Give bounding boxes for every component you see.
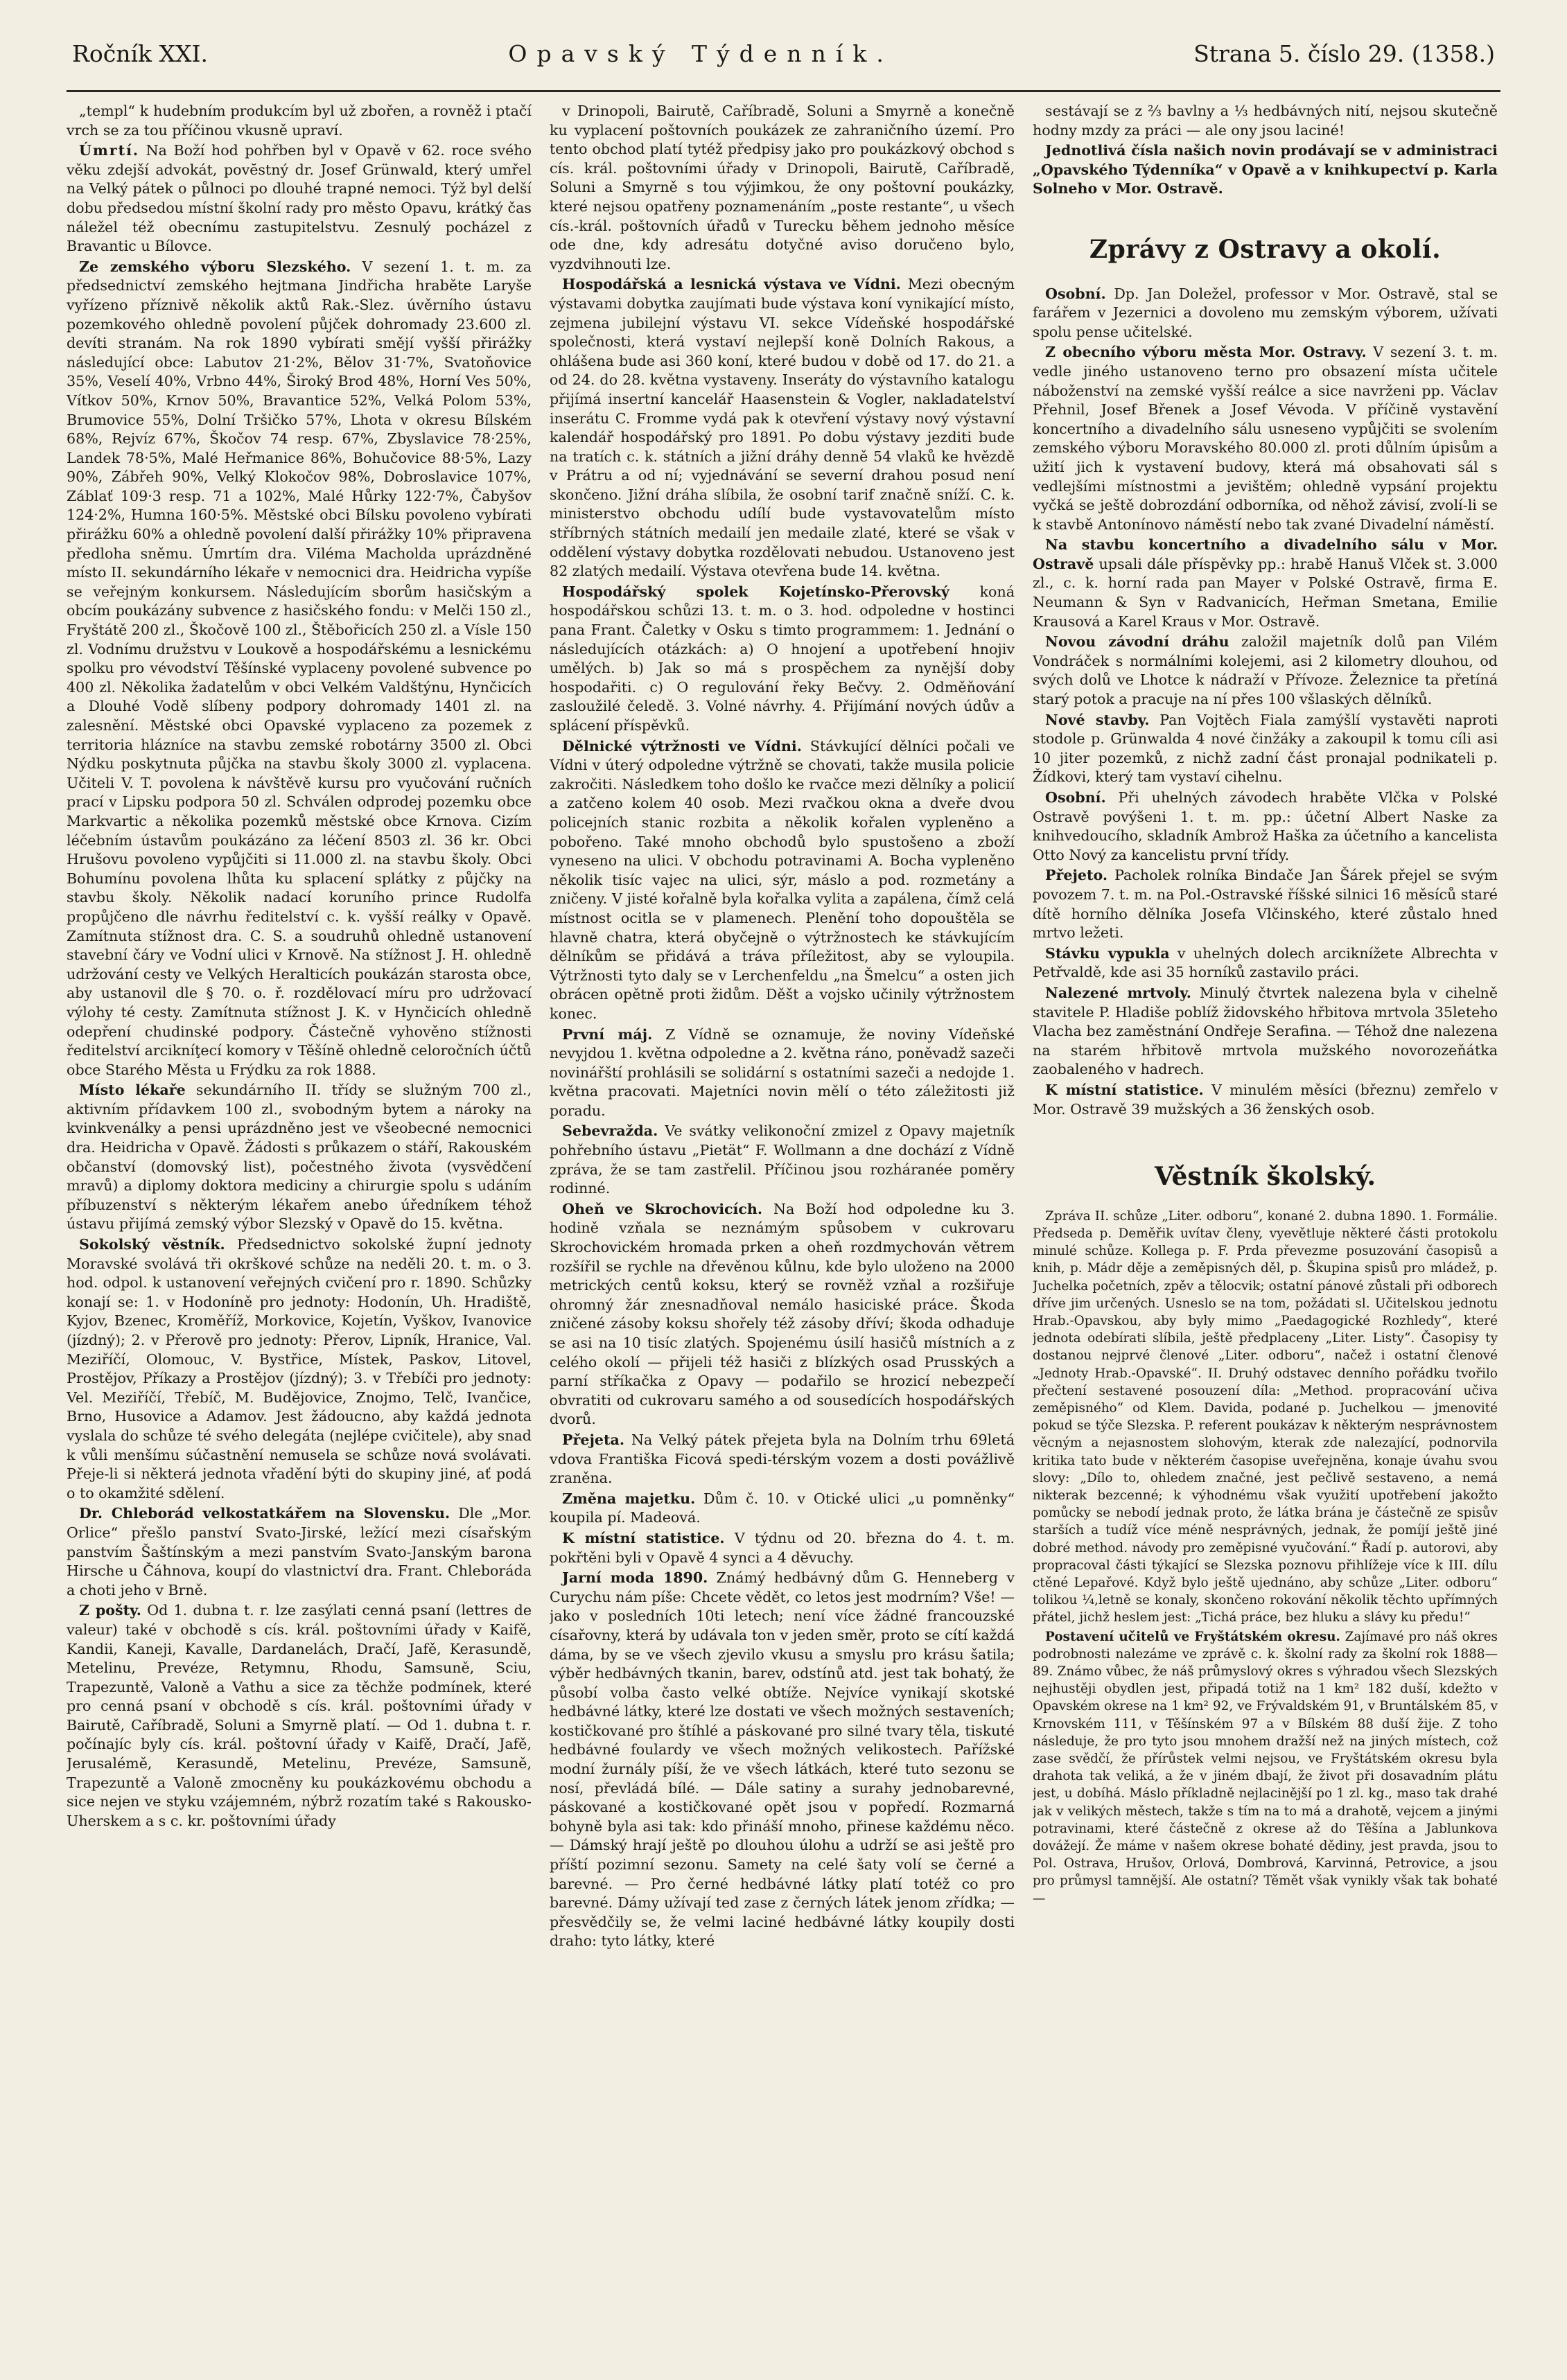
article-heading: Sokolský věstník. — [79, 1236, 225, 1253]
article-text: Minulý čtvrtek nalezena byla v cihelně stavitele P. Hladiše poblíž židovského hřbitova mrtvola 35leteho Vlacha bez zaměstnání Ondřeje Serafina. — Téhož dne nalezena na starém hřbitově mrtvola mužského novorozeňátka zaobaleného v hadrech. — [1033, 984, 1498, 1078]
article-paragraph — [1033, 1081, 1498, 1119]
article-paragraph — [1033, 711, 1498, 787]
article-text: Na Boží hod pohřben byl v Opavě v 62. roce svého věku zdejší advokát, povĕstný dr. Josef Grünwald, který umřel na Velký pátek o půlnoci po dlouhé trapné nemoci. Týž byl delší dobu předsedou místní školní rady pro město Opavu, krátký čas náležel též obecnímu zastupitelstvu. Zesnulý pocházel z Bravantic u Bílovce. — [67, 142, 532, 255]
article-paragraph — [67, 1081, 532, 1234]
article-paragraph — [1033, 944, 1498, 982]
article-paragraph — [550, 1025, 1015, 1121]
article-paragraph: sestávají se z ⅔ bavlny a ⅓ hedbávných nití, nejsou skutečně hodny mzdy za práci — ale ony jsou laciné! — [1033, 103, 1498, 139]
article-text: sekundárního II. třídy se služným 700 zl., aktivním přídavkem 100 zl., svobodným bytem a nároky na kvinkvenálky a pensi uprázdněno jest ve všeobecné nemocnici dra. Heidricha v Opavě. Žádosti s průkazem o stáří, Rakouském občanství (domovský list), počestného života (vysvědčení mravů) a diplomy doktora mediciny a chirurgie spolu s udáním příbuzenství s některým lékařem anebo úředníkem téhož ústavu přijímá zemský výbor Slezský v Opavě do 15. května. — [67, 1082, 532, 1233]
article-text: Mezi obecným výstavami dobytka zaujímati bude výstava koní vynikající místo, zejmena jubilejní výstavu VI. sekce Vídeňské hospodářské společnosti, která vystaví nejlepší koně Dolních Rakous, a ohlášena bude asi 360 koní, které budou v době od 17. do 21. a od 24. do 28. května vystaveny. Inseráty do výstavního katalogu přijímá insertní kancelář Haasenstein & Vogler, nakladatelství inserátu C. Fromme vydá pak k otevření výstavy nový výstavní kalendář hospodářský pro 1891. Po dobu výstavy jezditi bude na tratích c. k. státních a jižní dráhy denně 54 vlaků ke hvězdě v Prátru a od ní; vyjednávání se severní drahou posud není skončeno. Jižní dráha slíbila, že osobní tarif značně sníží. C. k. ministerstvo obchodu udílí bude vystavovatelům místo stříbrných státních medailí jen medaile zlaté, které se však v oddělení výstavy dobytka rozdělovati nebudou. Ustanoveno jest 82 zlatých medailí. Výstava otevřena bude 14. května. — [550, 276, 1015, 580]
article-text: Při uhelných závodech hraběte Vlčka v Polské Ostravě povýšeni 1. t. m. pp.: účetní Albert Naske za knihvedoucího, skladník Ambrož Haška za účetního a kancelista Otto Nový za kancelistu první třídy. — [1033, 789, 1498, 863]
article-paragraph: v Drinopoli, Bairutě, Caříbradě, Soluni a Smyrně a konečně ku vyplacení poštovních poukázek ze zahraničního území. Pro tento obchod platí tytéž předpisy jako pro poukázkový obchod s cís. král. poštovními úřady v Drinopoli, Bairutě, Caříbradě, Soluni a Smyrně s tou výjimkou, že ony poštovní poukázky, které nejsou opatřeny poznamenáním „poste restante“, u všech cís.-král. poštovních úřadů v Turecku během jednoho měsíce ode dne, kdy adresátu dotyčné aviso doručeno bylo, vyzdvihnouti lze. — [550, 103, 1015, 272]
article-paragraph — [1033, 285, 1498, 342]
column-2 — [550, 102, 1015, 2361]
article-heading: Přejeta. — [562, 1431, 625, 1448]
article-heading: Stávku vypukla — [1045, 944, 1170, 962]
article-heading: Místo lékaře — [79, 1082, 186, 1099]
article-paragraph — [67, 1601, 532, 1831]
article-text: Na Boží hod odpoledne ku 3. hodině vzňala se neznámým spůsobem v cukrovaru Skrochovickém hromada prken a oheň rozdmychován větrem rozšířil se rychle na dřevěnou kůlnu, kde bylo uloženo na 2000 metrických centů koksu, který se rovněž vzňal a rozšiřuje ohromný žár znesnadňoval nemálo hasiciské práce. Škoda zničené zásoby koksu shořely též zásoby dříví; škoda odhaduje se asi na 10 tisíc zlatých. Spojenému úsilí hasičů místních a z celého okolí — přijeli též hasiči z blízkých osad Prusských a parní stříkačka z Opavy — podařilo se hrozicí nebezpečí obvratiti od cukrovaru samého a od sousedících hospodářských dvorů. — [550, 1200, 1015, 1428]
article-paragraph — [1033, 866, 1498, 942]
article-heading: Ze zemského výboru Slezského. — [79, 258, 351, 275]
article-paragraph — [550, 737, 1015, 1024]
article-text: Dle „Mor. Orlice“ přešlo panství Svato-Jirské, ležící mezi císařským panstvím Šaštínským a mezi panstvím Svato-Janským barona Hirsche u Čáhnova, koupí do vlastnictví dra. Frant. Chleboráda a choti jeho v Brně. — [67, 1505, 532, 1598]
article-paragraph — [1033, 788, 1498, 865]
article-heading: K místní statistice. — [562, 1529, 725, 1546]
article-text: Zajímavé pro náš okres podrobnosti nalezáme ve zprávě c. k. školní rady za školní rok 1888—89. Známo vůbec, že náš průmyslový okres s výhradou všech Slezských nejhustěji obydlen jest, připadá totiž na 1 km² 182 duší, kdežto v Opavském okrese na 1 km² 92, ve Frývaldském 91, v Bruntálském 85, v Krnovském 111, v Těšínském 97 a v Bílském 88 duší žije. Z toho následuje, že pro tyto jsou mnohem dražší než na jiných místech, což zase svědčí, že přírůstek velmi nejsou, ve Fryštátském okresu byla drahota tak veliká, a že v jiném dbají, že život při dosavadním plátu jest, u dobíhá. Máslo příkladně nejlacinější po 1 zl. kg., maso tak drahé jak v velikých městech, takže s tím na to má a drahotě, vejcem a jinými potravinami, které částečně z okrese až do Těšína a Jablunkova dovážejí. Že máme v našem okrese bohaté dědiny, jest pravda, jsou to Pol. Ostrava, Hrušov, Orlová, Dombrová, Karvinná, Petrovice, a jsou pro průmysl tamnější. Ale ostatní? Těmět však vynikly však tak bohaté — — [1033, 1629, 1498, 1906]
section-title-school: Věstník školský. — [1154, 1162, 1376, 1192]
article-heading: K místní statistice. — [1045, 1081, 1204, 1098]
column-3 — [1033, 102, 1498, 2361]
article-paragraph — [550, 1490, 1015, 1528]
article-columns — [67, 102, 1500, 2361]
article-heading: Hospodářská a lesnická výstava ve Vídni. — [562, 276, 901, 293]
article-heading: Dělnické výtržnosti ve Vídni. — [562, 737, 802, 755]
article-heading: Úmrtí. — [79, 142, 140, 159]
newspaper-title: Opavský Týdenník. — [508, 40, 893, 67]
article-paragraph — [550, 275, 1015, 581]
article-text: Známý hedbávný dům G. Henneberg v Curychu nám píše: Chcete vědět, co letos jest modrním? Vše! — jako v posledních 10ti letech; není více žádné francouzské císařovny, která by udávala ton v jeden směr, proto se cítí každá dáma, by se ve všech zjevilo vkusu a smyslu pro krásu šatila; výběr hedbávných tkanin, barev, odstínů atd. jest tak bohatý, že působí volba často velké obtíže. Nejvíce vynikají skotské hedbávné látky, které lze dostati ve všech možných sestaveních; kostičkované pro štíhlé a páskované pro silné tvary těla, tiskuté hedbávné foulardy ve všech možných velikostech. Pařížské modní žurnály píší, že ve všech látkách, které tuto sezonu se nosí, převládá bílé. — Dále satiny a surahy jednobarevné, páskované a kostičkované opět jsou v popředí. Rozmarná bohyně byla asi tak: kdo přináší mnoho, přinese každému něco. — Dámský hrají ještě po dlouhou úlohu a udrží se asi ještě pro příští pozimní sezonu. Samety na celé šaty volí se černé a barevné. — Pro černé hedbávné látky platí totéž co pro barevné. Dámy užívají ted zase z černých látek jenom zřídka; — přesvědčily se, že velmi laciné hedbávné látky koupily dosti draho: tyto látky, které — [550, 1569, 1015, 1950]
article-text: Dům č. 10. v Otické ulici „u pomněnky“ koupila pí. Madeová. — [550, 1490, 1015, 1526]
article-heading: Oheň ve Skrochovicích. — [562, 1200, 763, 1217]
article-paragraph — [1033, 536, 1498, 631]
article-text: Předsednictvo sokolské župní jednoty Moravské svolává tři okrškové schůze na neděli 20. t. m. o 3. hod. odpol. k ustanovení veřejných cvičení pro r. 1890. Schůzky konají se: 1. v Hodoníně pro jednoty: Hodonín, Uh. Hradiště, Kyjov, Bzenec, Kroměříž, Morkovice, Kojetín, Vyškov, Ivanovice (jízdný); 2. v Přerově pro jednoty: Přerov, Lipník, Hranice, Val. Meziříčí, Olomouc, V. Bystřice, Místek, Paskov, Litovel, Prostějov, Příkazy a Prostějov (jízdný); 3. v Třebíči pro jednoty: Vel. Meziříčí, Třebíč, M. Budějovice, Znojmo, Telč, Ivančice, Brno, Husovice a Adamov. Jest žádoucno, aby každá jednota vyslala do schůze té svého delegáta (nejlépe cvičitele), aby snad k vůli menšímu súčastnění nemusela se schůze nová svolávati. Přeje-li si některá jednota vřadění býti do skupiny jiné, ať podá o to okamžité sdělení. — [67, 1236, 532, 1501]
article-text: Pacholek rolníka Bindače Jan Šárek přejel se svým povozem 7. t. m. na Pol.-Ostravské říšské silnici 16 měsíců staré dítě horního dělníka Josefa Vlčinského, které zůstalo hned mrtvo ležeti. — [1033, 867, 1498, 942]
column-1 — [67, 102, 532, 2361]
article-text: založil majetník dolů pan Vilém Vondráček s normálními kolejemi, asi 2 kilometry dlouhou, od svých dolů ve Lhotce k nádraží v Přívoze. Železnice ta přetíná starý potok a pracuje na ní přes 100 všlaských dělníků. — [1033, 633, 1498, 708]
article-text: V minulém měsíci (březnu) zemřelo v Mor. Ostravě 39 mužských a 36 ženských osob. — [1033, 1081, 1498, 1118]
school-bulletin — [1033, 1208, 1498, 1907]
article-text: V sezení 1. t. m. za předsednictví zemského hejtmana Jindřicha hraběte Laryše vyřízeno příznivě několik aktů Rak.-Slez. úvěrního ústavu pozemkového ohledně povolení půjček dohromady 23.600 zl. devíti stranám. Na rok 1890 vybírati smějí vyšší přirážky následující obce: Labutov 21·2%, Bělov 31·7%, Svatoňovice 35%, Veselí 40%, Vrbno 44%, Široký Brod 48%, Horní Ves 50%, Vítkov 50%, Krnov 50%, Bravantice 52%, Velká Polom 53%, Brumovice 55%, Dolní Tršičko 57%, Lhota v okresu Bílském 68%, Rejvíz 67%, Škočov 74 resp. 67%, Zbyslavice 78·25%, Landek 78·5%, Malé Heřmanice 86%, Bohučovice 88·5%, Lazy 90%, Zábřeh 90%, Velký Klokočov 98%, Dobroslavice 107%, Záblať 109·3 resp. 71 a 102%, Malé Hůrky 122·7%, Čabyšov 124·2%, Humna 160·5%. Městské obci Bílsku povoleno vybírati přirážku 60% a ohledně povolení další přirážky 10% připravena předloha sněmu. Úmrtím dra. Viléma Macholda uprázdněné místo II. sekundárního lékaře v nemocnici dra. Heidricha vypíše se veřejným konkursem. Následujícím sborům hasičským a obcím poukázány subvence z hasičského fondu: v Melči 150 zl., Fryštátě 200 zl., Škočově 100 zl., Štěbořicích 250 zl. a Vísle 150 zl. Vodnímu družstvu v Loukově a hospodářskému a lesnickému spolku pro vévodství Těšínské vyplaceny povolené subvence po 400 zl. Několika žadatelům v obci Velkém Valdštýnu, Hynčicích a Dlouhé Vodě slíbeny podpory dohromady 1401 zl. na zalesnění. Městské obci Opavské vyplaceno za pozemek z territoria hlázníce na stavbu zemské robotárny 3500 zl. Obci Nýdku poskytnuta půjčka na stavbu školy 3000 zl. vyplacena. Učiteli V. T. povolena k návštěvě kursu pro vyučování ručních prací v Lipsku podpora 50 zl. Schválen odprodej pozemku obce Markvartic a několika pozemků městské obce Krnova. Cizím léčebním ústavům poukázáno za léčení 8503 zl. 36 kr. Obci Hrušovu povoleno vypůjčiti si 11.000 zl. na stavbu školy. Obci Bohumínu povolena lhůta ku splacení splátky z půjčky na stavbu školy. Několik nadací koruního prince Rudolfa propůjčeno dle návrhu ředitelství c. k. vyšší reálky v Opavě. Zamítnuta stížnost dra. C. S. a soudruhů ohledně ustanovení stavební čáry ve Vodní ulici v Krnově. Na stížnost J. H. ohledně udržování cesty ve Velkých Heralticích poukázán starosta obce, aby ustanovil dle § 70. o. ř. rozdělovací míru pro udržovací výlohy té cesty. Zamítnuta stížnost J. K. v Hynčicích ohledně odepření chudinské podpory. Částečně vyhověno stížnosti ředitelství arcikníţecí komory v Těšíně ohledně celoročních účtů obce Starého Města u Frýdku za rok 1888. — [67, 258, 532, 1078]
article-paragraph — [550, 1122, 1015, 1198]
article-text: V sezení 3. t. m. vedle jiného ustanoveno terno pro obsazení místa učitele náboženství na zemské vyšší reálce a sice navrženi pp. Václav Přehnil, Josef Břenek a Josef Vévoda. V příčině vystavění koncertního a divadelního sálu usneseno vypůjčiti se svolením zemského výboru Moravského 80.000 zl. proti důlním úpisům a užití jich k vystavení budovy, která má obsahovati sál s vedlejšími místnostmi a jevištěm; ohledně vypsání projektu vyčká se ještě dobrozdání odborníka, od něhož závisí, zvolí-li se k stavbě Antonínovo náměstí nebo tak zvané Divadelní náměstí. — [1033, 344, 1498, 533]
article-text: V týdnu od 20. března do 4. t. m. pokřtěni byli v Opavě 4 synci a 4 děvuchy. — [550, 1529, 1015, 1566]
running-header — [67, 40, 1500, 92]
article-text: Na Velký pátek přejeta byla na Dolním trhu 69letá vdova Františka Ficová spedi-térským vozem a dosti povážlivě zraněna. — [550, 1431, 1015, 1487]
article-paragraph — [550, 1431, 1015, 1488]
article-paragraph — [1033, 343, 1498, 534]
article-text: Dp. Jan Doležel, professor v Mor. Ostravě, stal se farářem v Jezernici a dovoleno mu zemským výborem, užívati spolu pense učitelské. — [1033, 285, 1498, 340]
article-heading: Z pošty. — [79, 1602, 141, 1619]
section-title-ostrava: Zprávy z Ostravy a okolí. — [1089, 234, 1442, 264]
volume-label: Ročník XXI. — [72, 40, 209, 67]
article-paragraph — [550, 583, 1015, 736]
article-heading: Osobní. — [1045, 789, 1106, 806]
article-heading: Nalezené mrtvoly. — [1045, 984, 1191, 1001]
page-number: Strana 5. číslo 29. (1358.) — [1193, 40, 1495, 67]
article-text: Od 1. dubna t. r. lze zasýlati cenná psaní (lettres de valeur) také v obchodě s cís. král. poštovními úřady v Kaifě, Kandii, Kaneji, Kavalle, Dardanelách, Dračí, Jafě, Kerasundě, Metelinu, Prevéze, Retymnu, Rhodu, Samsuně, Sciu, Trapezuntě, Valoně a Vathu a sice za těchže podmínek, které pro cenná psaní v obchodě s cís. král. poštovními úřady v Bairutě, Caříbradě, Soluni a Smyrně platí. — Od 1. dubna t. r. počínajíc byly cís. král. poštovní úřady v Kaifě, Dračí, Jafě, Jerusalémě, Kerasundě, Metelinu, Prevéze, Samsuně, Trapezuntě a Valoně zmocněny ku poukázkovému obchodu a sice nejen ve styku vzájemném, nýbrž rozatím také s Rakousko-Uherskem a s c. kr. poštovními úřady — [67, 1602, 532, 1829]
article-heading: První máj. — [562, 1025, 653, 1043]
article-paragraph — [67, 1504, 532, 1600]
article-paragraph — [1033, 1628, 1498, 1907]
article-heading: Sebevražda. — [562, 1122, 658, 1140]
article-paragraph — [67, 258, 532, 1080]
article-heading: Dr. Chleborád velkostatkářem na Slovensku. — [79, 1505, 450, 1522]
article-text: Z Vídně se oznamuje, že noviny Vídeňské nevyjdou 1. května odpoledne a 2. května ráno, poněvadž sazeči novinářští prohlásili se solidární s ostatními sazeči a nedojde 1. května pracovati. Majetníci novin mělí o této záležitosti již poradu. — [550, 1025, 1015, 1119]
sales-notice: Jednotlivá čísla našich novin prodávají se v administraci „Opavského Týdenníka“ v Opavě a v knihkupectví p. Karla Solneho v Mor. Ostravě. — [1033, 142, 1498, 197]
article-text: koná hospodářskou schůzi 13. t. m. o 3. hod. odpoledne v hostinci pana Frant. Čaletky v Osku s timto programmem: 1. Jednání o následujících otázkách: a) O hnojení a upotřebení hnojiv umělých. b) Jak so má s prospěchem za nynější doby hospodařiti. c) O regulování řeky Bečvy. 2. Odměňování zasloužilé čeledě. 3. Volné návrhy. 4. Přijímání nových údův a splácení příspěvků. — [550, 583, 1015, 734]
article-text: Stávkující dělníci počali ve Vídni v úterý odpoledne výtržně se chovati, takže musila policie zakročiti. Následkem toho došlo ke rvačce mezi dělníky a policií a zatčeno kolem 40 osob. Mezi rvačkou okna a dveře dvou policejních stanic rozbita a několik kořalen vypleněno a pobořeno. Také mnoho obchodů bylo spustošeno a zboží vyneseno na ulici. V obchodu potravinami A. Bocha vypleněno několik tisíc vajec na ulici, sýr, máslo a pod. rozmetány a zničeny. V jisté kořalně byla kořalka vylita a zapálena, čímž celá místnost ocitla se v plamenech. Plenění toho dopouštěla se hlavně chatra, která obyčejně o výtržnostech ke stávkujícím dělníkům se přidává a tráva příležitost, aby se vyloupila. Výtržnosti tyto daly se v Lerchenfeldu „na Šmelcu“ a osten jich obrácen opětně proti židům. Děšt a vojsko učinily výtržnostem konec. — [550, 737, 1015, 1022]
article-heading: Jarní moda 1890. — [562, 1569, 708, 1587]
article-paragraph — [550, 1569, 1015, 1951]
article-heading: Nové stavby. — [1045, 711, 1150, 728]
article-text: v uhelných dolech arciknížete Albrechta v Petřvaldě, kde asi 35 horníků zastavilo práci. — [1033, 944, 1498, 981]
article-heading: Novou závodní dráhu — [1045, 633, 1229, 651]
article-heading: Postavení učitelů ve Fryštátském okresu. — [1045, 1629, 1340, 1644]
article-text: upsali dále příspěvky pp.: hrabě Hanuš Vlček st. 3.000 zl., c. k. horní rada pan Mayer v Polské Ostravě, firma E. Neumann & Syn v Radvanicích, Heřman Smetana, Emilie Krausová a Karel Kraus v Mor. Ostravě. — [1033, 555, 1498, 630]
article-heading: Hospodářský spolek Kojetínsko-Přerovský — [562, 583, 949, 600]
article-paragraph — [550, 1200, 1015, 1429]
article-text: Ve svátky velikonoční zmizel z Opavy majetník pohřebního ústavu „Pietät“ F. Wollmann a dne dochází z Vídně zpráva, že se tam zastřelil. Příčinou jsou rozháranée poměry rodinné. — [550, 1122, 1015, 1197]
article-heading: Osobní. — [1045, 285, 1106, 302]
article-text: Pan Vojtěch Fiala zamýšlí vystavěti naproti stodole p. Grünwalda 4 nové činžáky a zakoupil k tomu cíli asi 10 jiter pozemků, z nichž zadní část pronajal podnikateli p. Žídkovi, který tam vystaví cihelnu. — [1033, 711, 1498, 786]
article-paragraph: „templ“ k hudebním produkcím byl už zbořen, a rovněž i ptačí vrch se za tou příčinou vkusně upraví. — [67, 103, 532, 139]
article-heading: Z obecního výboru města Mor. Ostravy. — [1045, 344, 1367, 361]
article-paragraph — [1033, 633, 1498, 709]
article-paragraph — [67, 141, 532, 256]
article-heading: Na stavbu koncertního a divadelního sálu v Mor. Ostravě — [1033, 536, 1498, 572]
article-heading: Přejeto. — [1045, 867, 1108, 884]
article-heading: Změna majetku. — [562, 1490, 696, 1507]
article-paragraph — [1033, 984, 1498, 1079]
article-paragraph — [67, 1235, 532, 1503]
article-paragraph — [550, 1529, 1015, 1567]
article-paragraph: Zpráva II. schůze „Liter. odboru“, konané 2. dubna 1890. 1. Formálie. Předseda p. Deměřik uvítav členy, vyevětluje některé části protokolu minulé schůze. Kollega p. F. Prda převezme posuzování časopisů a knih, p. Mádr děje a zeměpisných děl, p. Škupina spisů pro mládež, p. Juchelka početních, zpěv a tělocvik; ostatní pánové zůstali při odborech dříve jim určených. Usneslo se na tom, požádati sl. Učitelskou jednotu Hrab.-Opavskou, aby byly mimo „Paedagogické Rozhledy“, které jednota odebírati slíbila, ještě předplaceny „Liter. Listy“. Časopisy ty dostanou nejprvé členové „Liter. odboru“, načež i ostatní členové „Jednoty Hrab.-Opavské“. II. Druhý odstavec denního pořádku tvořilo přečtení sestavené posouzení díla: „Method. propracování učiva zeměpisného“ od Klem. Davida, podané p. Juchelkou — jmenovité pokud se týče Slezska. P. referent poukázav k některým nesprávnostem věcným a nejasnostem slohovým, kterak zde nalezající, podnorvila kritika tato bude v některém časopise uveřejněna, konaje úvahu svou slovy: „Dílo to, ohledem značné, jest pečlivě sestaveno, a nemá nikterak bezcenné; k výhodnému však využití upotřebení jakožto pomůcky se nebodí jednak proto, že látka brána je částečně ze spisův starších a tudíž více méně nesprávných, jednak, že pomíjí ještě jiné dobré method. návody pro zeměpisné vyučování.“ Řadí p. autorovi, aby propracoval části týkající se Slezska poznovu přihlížeje více k III. dílu ctěné Lepařové. Když bylo ještě ujednáno, aby schůze „Liter. odboru“ tolikou ¼,letně se konaly, skončeno rokování několik těchto upřímných přátel, jichž heslem jest: „Tichá práce, bez hluku a slávy ku předu!“ — [1033, 1208, 1498, 1625]
